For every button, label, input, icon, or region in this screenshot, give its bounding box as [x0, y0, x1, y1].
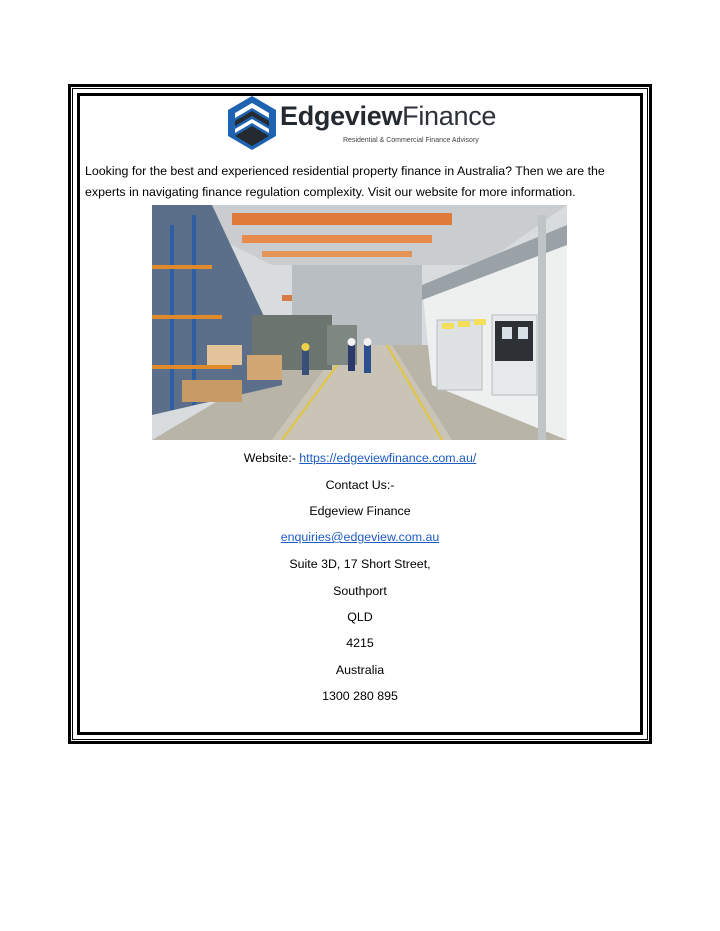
logo-mark-icon	[227, 95, 277, 151]
address-street: Suite 3D, 17 Short Street,	[289, 557, 431, 571]
website-link[interactable]: https://edgeviewfinance.com.au/	[299, 451, 477, 465]
intro-paragraph: Looking for the best and experienced residential property finance in Australia? Then we are the experts in navigating finance regulation complexity. Visit our website for more information.	[85, 164, 605, 199]
logo-name-bold: Edgeview	[280, 101, 403, 131]
address-state: QLD	[347, 610, 373, 624]
phone-number: 1300 280 895	[322, 689, 398, 703]
edgeview-logo[interactable]	[227, 95, 497, 153]
address-country: Australia	[335, 663, 385, 677]
website-label: Website:-	[243, 451, 300, 465]
email-line	[78, 530, 642, 544]
contact-heading: Contact Us:-	[325, 478, 395, 492]
logo-name-light: Finance	[402, 101, 497, 131]
website-line	[78, 451, 642, 465]
logo-tagline: Residential & Commercial Finance Advisory	[343, 137, 479, 144]
address-postcode: 4215	[346, 636, 374, 650]
email-link[interactable]: enquiries@edgeview.com.au	[280, 530, 440, 544]
logo-wordmark	[280, 101, 496, 132]
factory-warehouse-photo	[152, 205, 567, 440]
company-name: Edgeview Finance	[309, 504, 411, 518]
address-suburb: Southport	[333, 584, 387, 598]
